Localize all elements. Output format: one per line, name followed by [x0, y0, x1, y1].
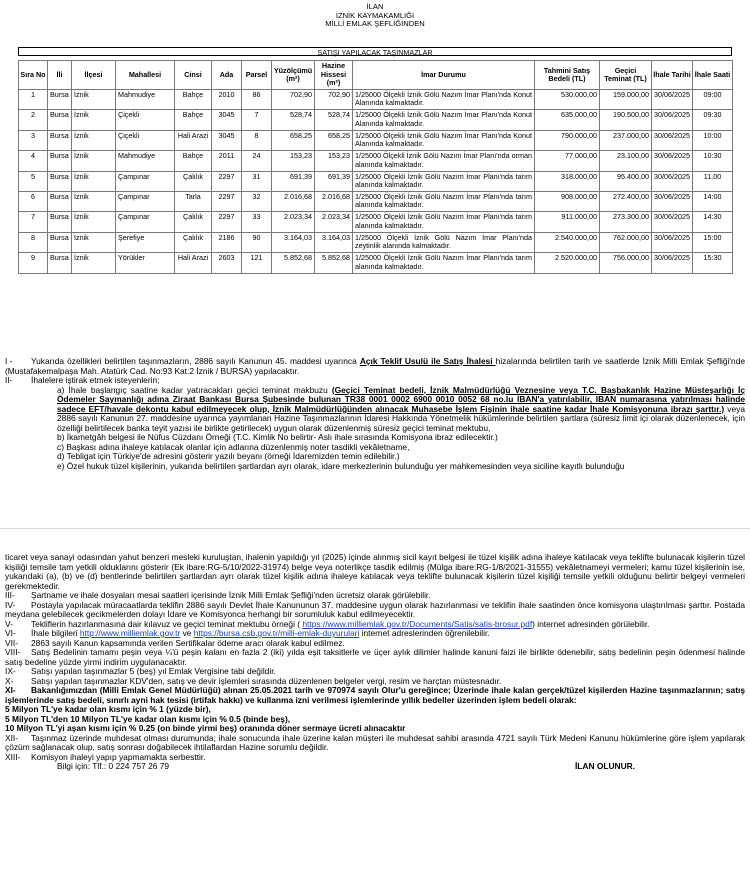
clause-vi-and: ve	[180, 628, 194, 638]
cell-bedel: 2.540.000,00	[535, 232, 600, 252]
clause-b: b) İkametgâh belgesi ile Nüfus Cüzdanı Örneği (T.C. Kimlik No belirtir- Aslı ihale sırasında Komisyona ibraz edilecektir.)	[57, 432, 498, 442]
header-line-2: İZNİK KAYMAKAMLIĞI	[335, 10, 415, 20]
cell-bedel: 318.000,00	[535, 171, 600, 191]
cell-ilce: İznik	[72, 130, 116, 150]
cell-teminat: 159.000,00	[600, 90, 652, 110]
cell-teminat: 95.400,00	[600, 171, 652, 191]
cell-yuz: 5.852,68	[272, 253, 315, 273]
col-header: Sıra No	[19, 61, 48, 90]
col-header: Hazine Hissesi (m²)	[315, 61, 353, 90]
clause-i-text: Yukarıda özellikleri belirtilen taşınmazların, 2886 sayılı Kanunun 45. maddesi uyarınca	[31, 356, 360, 366]
cell-il: Bursa	[48, 191, 72, 211]
col-header: Mahallesi	[116, 61, 175, 90]
clause-e-continued: ticaret veya sanayi odasından yahut benzeri mesleki kuruluştan, ihalenin yapıldığı yıl (2025) içinde alınmış sicil kayıt belgesi ile tüzel kişilik adına ihaleye katılacak veya teklifte bulunacak kişilerin tüzel kişiliği temsile tam yetkili olduklarını gösterir (Ek ibare:RG-5/10/2022-31974) belge veya noterlikçe tasdik edilmiş (Mülga ibare:RG-1/8/2021-31555) vekâletnameyi vermeleri; kamu tüzel kişilerinin ise, yukarıdaki (a), (b) ve (d) bentlerinde belirtilen şartlardan ayrı olarak tüzel kişilik adına ihaleye katılacak veya teklifte bulunacak kişilerin tüzel kişiliği temsile yetkili olduğunu belirtir belgeyi vermeleri gerekmektedir.	[5, 552, 745, 591]
table-row	[19, 90, 733, 110]
cell-teminat: 756.000,00	[600, 253, 652, 273]
footer	[5, 762, 745, 772]
item-number: XII-	[5, 732, 19, 743]
cell-bedel: 635.000,00	[535, 110, 600, 130]
col-header: İli	[48, 61, 72, 90]
cell-hisse: 2.023,34	[315, 212, 353, 232]
cell-parsel: 32	[242, 191, 272, 211]
cell-hisse: 5.852,68	[315, 253, 353, 273]
cell-teminat: 762.000,00	[600, 232, 652, 252]
table-row	[19, 212, 733, 232]
cell-cins: Çalılık	[175, 232, 212, 252]
col-header: Ada	[212, 61, 242, 90]
cell-no: 6	[19, 191, 48, 211]
col-header: Parsel	[242, 61, 272, 90]
cell-ilce: İznik	[72, 90, 116, 110]
cell-saat: 15:00	[693, 232, 733, 252]
item-number: IX-	[5, 666, 16, 676]
cell-hisse: 528,74	[315, 110, 353, 130]
cell-no: 7	[19, 212, 48, 232]
clause-v-end: ) internet adresinden görülebilir.	[532, 618, 650, 629]
cell-saat: 14:30	[693, 212, 733, 232]
clause-d: d) Tebligat için Türkiye'de adresini gösterir yazılı beyanı (örneği İdaremizden temin edilebilir.)	[57, 451, 400, 461]
cell-ada: 2297	[212, 171, 242, 191]
cell-imar: 1/25000 Ölçekli İznik Gölü Nazım İmar Planı'nda tarım alanında kalmaktadır.	[353, 212, 535, 232]
clause-ii-text: İhalelere iştirak etmek isteyenlerin;	[31, 375, 160, 385]
cell-imar: 1/25000 Ölçekli İznik Gölü Nazım İmar Planı'nda Konut Alanında kalmaktadır.	[353, 110, 535, 130]
col-header: Cinsi	[175, 61, 212, 90]
item-number: VII-	[5, 637, 19, 648]
table-row	[19, 130, 733, 150]
col-header: Yüzölçümü (m²)	[272, 61, 315, 90]
cell-saat: 10:30	[693, 151, 733, 171]
table-row	[19, 232, 733, 252]
cell-bedel: 530.000,00	[535, 90, 600, 110]
item-number: XIII-	[5, 751, 21, 762]
cell-imar: 1/25000 Ölçekli İznik Gölü Nazım İmar Planı'nda tarım alanında kalmaktadır.	[353, 253, 535, 273]
cell-saat: 14:00	[693, 191, 733, 211]
table-row	[19, 253, 733, 273]
item-number: XI-	[5, 685, 16, 695]
cell-yuz: 2.016,68	[272, 191, 315, 211]
item-number: X-	[5, 675, 14, 686]
cell-il: Bursa	[48, 212, 72, 232]
cell-tarih: 30/06/2025	[652, 90, 693, 110]
cell-teminat: 237.000,00	[600, 130, 652, 150]
milliemlak-link[interactable]: http://www.milliemlak.gov.tr	[79, 628, 181, 638]
col-header: Geçici Teminat (TL)	[600, 61, 652, 90]
cell-saat: 10:00	[693, 130, 733, 150]
cell-ilce: İznik	[72, 253, 116, 273]
notice-body-page-2	[5, 553, 745, 772]
table-title: SATIŞI YAPILACAK TAŞINMAZLAR	[18, 47, 732, 56]
cell-no: 5	[19, 171, 48, 191]
clause-i-method: Açık Teklif Usulü ile Satış İhalesi	[359, 356, 496, 366]
bursa-csb-link[interactable]: https://bursa.csb.gov.tr/milli-emlak-duyurulari	[193, 628, 360, 638]
cell-tarih: 30/06/2025	[652, 191, 693, 211]
cell-no: 1	[19, 90, 48, 110]
clause-vii: 2863 sayılı Kanun kapsamında verilen Sertifikalar ödeme aracı olarak kabul edilmez.	[31, 637, 345, 648]
ilan-olunur: İLAN OLUNUR.	[574, 761, 635, 771]
clause-iv: Postayla yapılacak müracaatlarda teklifin 2886 sayılı Devlet İhale Kanununun 37. maddesine uygun olarak hazırlanması ve teklifin ihale saatinden önce komisyona ulaştırılması şarttır. Postada meydana gelebilecek gecikmelerden dolayı İdare ve Komisyonca herhangi bir sorumluluk kabul edilmeyecektir.	[5, 599, 745, 619]
cell-imar: 1/25000 Ölçekli İznik Gölü Nazım İmar Planı'nda zeytinlik alanında kalmaktadır.	[353, 232, 535, 252]
cell-yuz: 528,74	[272, 110, 315, 130]
clause-xiii: Komisyon ihaleyi yapıp yapmamakta serbesttir.	[31, 751, 206, 762]
clause-xii: Taşınmaz üzerinde muhdesat olması durumunda; ihale sonucunda ihale üzerine kalan müşteri ile muhdesat sahibi arasında 4721 sayılı Türk Medeni Kanunu hükümlerine göre işlem yapılarak çözüm sağlanacak olup, satış sonrası doğabilecek ihtilaflardan Hazine sorumlu değildir.	[5, 732, 745, 752]
cell-hisse: 691,39	[315, 171, 353, 191]
cell-cins: Çalılık	[175, 171, 212, 191]
cell-teminat: 272.400,00	[600, 191, 652, 211]
cell-no: 9	[19, 253, 48, 273]
cell-teminat: 23.100,00	[600, 151, 652, 171]
table-row	[19, 110, 733, 130]
cell-tarih: 30/06/2025	[652, 130, 693, 150]
cell-cins: Çalılık	[175, 212, 212, 232]
clause-viii: Satış Bedelinin tamamı peşin veya ¼'ü peşin kalanı en fazla 2 (iki) yılda eşit taksitlerle ve üçer aylık dilimler halinde kanuni faizi ile birlikte ödenebilir, satış bedelinin peşin ödenmesi halinde satış bedeline yüzde yirmi indirim uygulanacaktır.	[5, 647, 745, 667]
cell-il: Bursa	[48, 253, 72, 273]
cell-imar: 1/25000 Ölçekli İznik Gölü Nazım İmar Planı'nda tarım alanında kalmaktadır.	[353, 191, 535, 211]
cell-cins: Hali Arazi	[175, 253, 212, 273]
cell-yuz: 658,25	[272, 130, 315, 150]
fee-tier-1: 5 Milyon TL'ye kadar olan kısmı için % 1 (yüzde bir),	[5, 704, 211, 714]
cell-mahalle: Şerefiye	[116, 232, 175, 252]
cell-parsel: 90	[242, 232, 272, 252]
cell-cins: Bahçe	[175, 151, 212, 171]
cell-il: Bursa	[48, 110, 72, 130]
cell-ada: 3045	[212, 130, 242, 150]
clause-x: Satışı yapılan taşınmazlar KDV'den, satış ve devir işlemleri sırasında düzenlenen belgeler vergi, resim ve harçtan müstesnadır.	[31, 675, 502, 686]
item-number: III-	[5, 590, 15, 600]
fee-tier-3: 10 Milyon TL'yi aşan kısmı için % 0.25 (on binde yirmi beş) oranında döner sermaye ücreti alınacaktır	[5, 723, 406, 733]
cell-yuz: 691,39	[272, 171, 315, 191]
cell-yuz: 2.023,34	[272, 212, 315, 232]
col-header: İmar Durumu	[353, 61, 535, 90]
property-table	[18, 60, 733, 274]
cell-imar: 1/25000 Ölçekli İznik Gölü Nazım İmar Planı'nda Konut Alanında kalmaktadır.	[353, 130, 535, 150]
brochure-link[interactable]: https://www.milliemlak.gov.tr/Documents/Satis/satis-brosur.pdf	[302, 618, 533, 629]
cell-parsel: 8	[242, 130, 272, 150]
header-line-3: MİLLİ EMLAK ŞEFLİĞİNDEN	[325, 19, 425, 29]
clause-a-intro: a) İhale başlangıç saatine kadar yatıracakları geçici teminat makbuzu	[57, 384, 332, 395]
cell-cins: Bahçe	[175, 90, 212, 110]
cell-bedel: 77.000,00	[535, 151, 600, 171]
table-header-row	[19, 61, 733, 90]
cell-yuz: 3.164,03	[272, 232, 315, 252]
cell-mahalle: Çiçekli	[116, 130, 175, 150]
table-row	[19, 191, 733, 211]
clause-xi: Bakanlığımızdan (Milli Emlak Genel Müdürlüğü) alınan 25.05.2021 tarih ve 970974 sayılı Olur'u gereğince; Üzerinde ihale kalan gerçek/tüzel kişilerden Hazine taşınmazlarının; satış işlemlerinde satış bedeli, sınırlı ayni hak tesisi (irtifak hakkı) ve kullanma izni verilmesi işlemlerinde yıllık bedeller üzerinden işlem bedeli olarak:	[5, 685, 745, 705]
cell-parsel: 121	[242, 253, 272, 273]
col-header: İlçesi	[72, 61, 116, 90]
cell-mahalle: Mahmudiye	[116, 90, 175, 110]
cell-teminat: 273.300,00	[600, 212, 652, 232]
item-number: II-	[5, 375, 13, 385]
item-number: VIII-	[5, 647, 21, 657]
cell-no: 2	[19, 110, 48, 130]
cell-cins: Bahçe	[175, 110, 212, 130]
clause-iii: Şartname ve ihale dosyaları mesai saatleri içerisinde İznik Milli Emlak Şefliği'nden ücretsiz olarak görülebilir.	[31, 590, 431, 600]
clause-ix: Satışı yapılan taşınmazlar 5 (beş) yıl Emlak Vergisine tabi değildir.	[31, 666, 276, 676]
notice-header	[0, 0, 750, 29]
cell-cins: Tarla	[175, 191, 212, 211]
cell-teminat: 190.500,00	[600, 110, 652, 130]
item-number: IV-	[5, 599, 16, 610]
cell-ada: 2186	[212, 232, 242, 252]
cell-parsel: 24	[242, 151, 272, 171]
cell-tarih: 30/06/2025	[652, 232, 693, 252]
cell-parsel: 31	[242, 171, 272, 191]
clause-v-text: Tekliflerin hazırlanmasına dair kılavuz ve geçici teminat mektubu örneği (	[31, 618, 303, 629]
cell-tarih: 30/06/2025	[652, 110, 693, 130]
clause-vi-text: İhale bilgileri	[31, 628, 80, 638]
cell-il: Bursa	[48, 130, 72, 150]
cell-hisse: 702,90	[315, 90, 353, 110]
cell-mahalle: Mahmudiye	[116, 151, 175, 171]
cell-tarih: 30/06/2025	[652, 253, 693, 273]
cell-il: Bursa	[48, 171, 72, 191]
cell-mahalle: Çampınar	[116, 212, 175, 232]
cell-mahalle: Çampınar	[116, 191, 175, 211]
col-header: İhale Tarihi	[652, 61, 693, 90]
cell-saat: 09:00	[693, 90, 733, 110]
cell-il: Bursa	[48, 90, 72, 110]
notice-body-page-1	[5, 357, 745, 471]
cell-no: 8	[19, 232, 48, 252]
table-row	[19, 151, 733, 171]
clause-a-rest: veya 2886 sayılı Kanunun 27. maddesine uyarınca yayımlanan Hazine Taşınmazlarının İdaresi Hakkında Yönetmelik hükümlerinde belirtilen şartlara (süresiz limit içi olarak düzenlenecek, için özelliği belirtilecek banka teyit yazısı ile birlikte getirilecek) uygun olarak düzenlenmiş süresiz geçici teminat mektubu,	[57, 403, 745, 433]
cell-hisse: 153,23	[315, 151, 353, 171]
cell-parsel: 7	[242, 110, 272, 130]
cell-tarih: 30/06/2025	[652, 212, 693, 232]
clause-a-iban: (Geçici Teminat bedeli, İznik Malmüdürlüğü Veznesine veya T.C. Başbakanlık Hazine Müsteşarlığı İç Ödemeler Saymanlığı adına Ziraat Bankası Bursa Şubesinde bulunan TR38 0001 0002 6900 0010 0052 68 no.lu IBAN'a yatırılabilir, IBAN numarasına yatırılması halinde sadece EFT/havale dekontu kabul edilmeyecek olup, İznik Malmüdürlüğünden alınacak Muhasebe İşlem Fişinin ihale saatine kadar İhale Komisyonuna ibrazı şarttır.)	[57, 384, 746, 414]
cell-no: 3	[19, 130, 48, 150]
cell-ilce: İznik	[72, 191, 116, 211]
cell-bedel: 790.000,00	[535, 130, 600, 150]
cell-imar: 1/25000 Ölçekli İznik Gölü Nazım İmar Planı'nda orman alanında kalmaktadır.	[353, 151, 535, 171]
clause-vi-end: internet adreslerinden öğrenilebilir.	[359, 628, 490, 638]
cell-yuz: 153,23	[272, 151, 315, 171]
fee-tier-2: 5 Milyon TL'den 10 Milyon TL'ye kadar olan kısmı için % 0.5 (binde beş),	[5, 713, 291, 724]
cell-hisse: 2.016,68	[315, 191, 353, 211]
cell-imar: 1/25000 Ölçekli İznik Gölü Nazım İmar Planı'nda tarım alanında kalmaktadır.	[353, 171, 535, 191]
clause-e: e) Özel hukuk tüzel kişilerinin, yukarıda belirtilen şartlardan ayrı olarak, idare merkezlerinin bulunduğu yer mahkemesinden veya siciline kayıtlı bulunduğu	[57, 460, 625, 471]
header-line-1: İLAN	[366, 2, 384, 11]
cell-hisse: 3.164,03	[315, 232, 353, 252]
cell-saat: 15:30	[693, 253, 733, 273]
cell-ada: 2297	[212, 191, 242, 211]
cell-tarih: 30/06/2025	[652, 151, 693, 171]
item-number: I -	[5, 356, 13, 366]
cell-bedel: 911.000,00	[535, 212, 600, 232]
col-header: İhale Saati	[693, 61, 733, 90]
cell-hisse: 658,25	[315, 130, 353, 150]
cell-saat: 11.00	[693, 171, 733, 191]
clause-c: c) Başkası adına ihaleye katılacak olanlar için adlarına düzenlenmiş noter tasdikli vekâletname,	[57, 441, 410, 452]
cell-tarih: 30/06/2025	[652, 171, 693, 191]
page-divider	[0, 528, 750, 529]
cell-imar: 1/25000 Ölçekli İznik Gölü Nazım İmar Planı'nda Konut Alanında kalmaktadır.	[353, 90, 535, 110]
cell-ilce: İznik	[72, 171, 116, 191]
item-number: V-	[5, 618, 13, 629]
cell-mahalle: Yörükler	[116, 253, 175, 273]
cell-ada: 2297	[212, 212, 242, 232]
cell-ilce: İznik	[72, 232, 116, 252]
cell-ilce: İznik	[72, 212, 116, 232]
cell-il: Bursa	[48, 232, 72, 252]
cell-bedel: 2.520.000,00	[535, 253, 600, 273]
col-header: Tahmini Satış Bedeli (TL)	[535, 61, 600, 90]
cell-il: Bursa	[48, 151, 72, 171]
cell-ada: 3045	[212, 110, 242, 130]
cell-cins: Hali Arazi	[175, 130, 212, 150]
cell-parsel: 33	[242, 212, 272, 232]
table-row	[19, 171, 733, 191]
cell-ilce: İznik	[72, 151, 116, 171]
cell-ada: 2010	[212, 90, 242, 110]
cell-ada: 2011	[212, 151, 242, 171]
cell-mahalle: Çiçekli	[116, 110, 175, 130]
cell-bedel: 908.000,00	[535, 191, 600, 211]
cell-yuz: 702,90	[272, 90, 315, 110]
cell-saat: 09:30	[693, 110, 733, 130]
item-number: VI-	[5, 628, 16, 638]
cell-mahalle: Çampınar	[116, 171, 175, 191]
cell-ilce: İznik	[72, 110, 116, 130]
cell-parsel: 86	[242, 90, 272, 110]
clause-i-location: hizalarında belirtilen tarih ve saatlerde İznik Milli Emlak Şefliği'nde (Mustafakemalpaşa Mah. Atatürk Cad. No:93 Kat:2 İznik / BURSA) yapılacaktır.	[5, 356, 746, 376]
cell-no: 4	[19, 151, 48, 171]
contact-info: Bilgi için: Tlf.: 0 224 757 26 79	[57, 761, 170, 771]
cell-ada: 2603	[212, 253, 242, 273]
